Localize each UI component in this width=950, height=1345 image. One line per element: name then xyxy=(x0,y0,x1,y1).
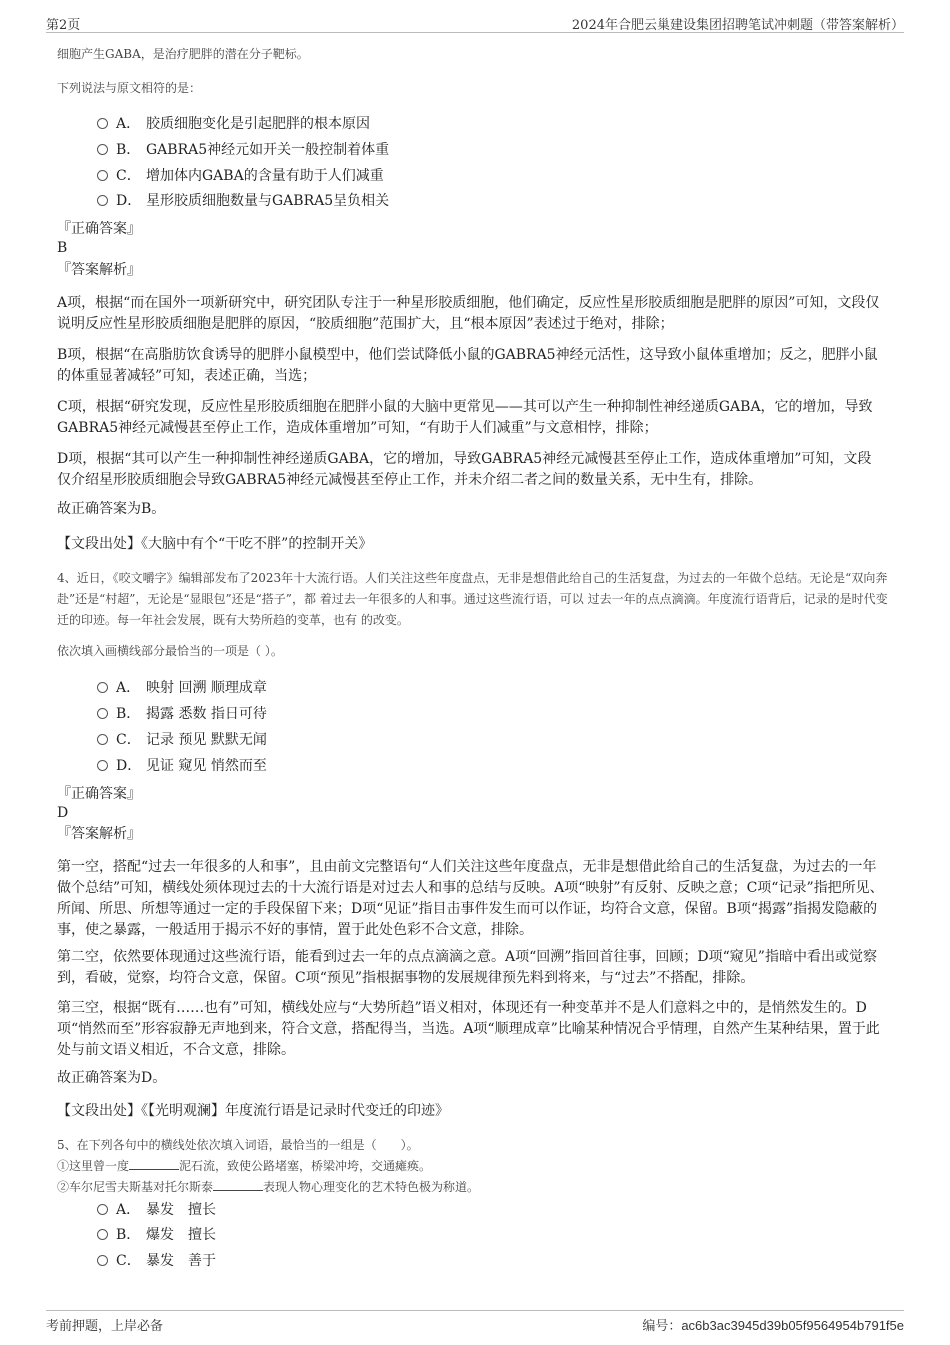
q3-analysis-d: D项，根据“其可以产生一种抑制性神经递质GABA，它的增加，导致GABRA5神经元减慢甚至停止工作，造成体重增加”可知，文段仅介绍星形胶质细胞会导致GABRA5神经元减慢甚至停止工作，并未介绍二者之间的数量关系，无中生有，排除。 xyxy=(57,451,872,488)
radio-icon[interactable] xyxy=(97,1229,108,1240)
radio-icon[interactable] xyxy=(97,1204,108,1215)
q3-option-d[interactable]: D． 星形胶质细胞数量与GABRA5呈负相关 xyxy=(97,191,389,211)
q3-analysis-a: A项，根据“而在国外一项新研究中，研究团队专注于一种星形胶质细胞，他们确定，反应性星形胶质细胞是肥胖的原因”可知，文段仅说明反应性星形胶质细胞是肥胖的原因，“胶质细胞”范围扩大，且“根本原因”表述过于绝对，排除； xyxy=(57,295,880,332)
q4-answer: D xyxy=(57,805,69,821)
page-footer xyxy=(46,1310,904,1333)
document-code: 编号：ac6b3ac3945d39b05f9564954b791f5e xyxy=(642,1318,904,1333)
radio-icon[interactable] xyxy=(97,170,108,181)
q4-answer-label: 『正确答案』 xyxy=(57,786,141,802)
page-header xyxy=(46,12,904,33)
radio-icon[interactable] xyxy=(97,760,108,771)
q3-option-b[interactable]: B． GABRA5神经元如开关一般控制着体重 xyxy=(97,140,389,160)
q3-answer: B xyxy=(57,240,68,256)
q3-answer-label: 『正确答案』 xyxy=(57,221,141,237)
radio-icon[interactable] xyxy=(97,682,108,693)
q5-stem: 5、在下列各句中的横线处依次填入词语，最恰当的一组是（ ）。 xyxy=(57,1138,419,1152)
q3-analysis-b: B项，根据“在高脂肪饮食诱导的肥胖小鼠模型中，他们尝试降低小鼠的GABRA5神经元活性，这导致小鼠体重增加；反之，肥胖小鼠的体重显著减轻”可知，表述正确，当选； xyxy=(57,347,878,384)
q5-sentence-2: ②车尔尼雪夫斯基对托尔斯泰 表现人物心理变化的艺术特色极为称道。 xyxy=(57,1180,480,1194)
q4-option-b[interactable]: B． 揭露 悉数 指日可待 xyxy=(97,704,267,724)
q3-source: 【文段出处】《大脑中有个“干吃不胖”的控制开关》 xyxy=(57,536,373,552)
q5-option-a[interactable]: A． 暴发 擅长 xyxy=(97,1200,216,1220)
q4-option-d[interactable]: D． 见证 窥见 悄然而至 xyxy=(97,756,267,776)
q4-prompt: 依次填入画横线部分最恰当的一项是（ ）。 xyxy=(57,644,283,658)
q3-option-c[interactable]: C． 增加体内GABA的含量有助于人们减重 xyxy=(97,166,384,186)
radio-icon[interactable] xyxy=(97,708,108,719)
q4-option-c[interactable]: C． 记录 预见 默默无闻 xyxy=(97,730,267,750)
q4-analysis-3: 第三空，根据“既有……也有”可知，横线处应与“大势所趋”语义相对，体现还有一种变革并不是人们意料之中的，是悄然发生的。D项“悄然而至”形容寂静无声地到来，符合文意，搭配得当，当选。A项“顺理成章”比喻某种情况合乎情理，自然产生某种结果，置于此处与前文语义相近，不合文意，排除。 xyxy=(57,1000,880,1058)
page-number: 第2页 xyxy=(46,18,81,33)
q4-analysis-label: 『答案解析』 xyxy=(57,826,141,842)
q4-analysis-1: 第一空，搭配“过去一年很多的人和事”，且由前文完整语句“人们关注这些年度盘点，无非是想借此给自己的生活复盘，为过去的一年做个总结”可知，横线处须体现过去的十大流行语是对过去人和事的总结与反映。A项“映射”有反射、反映之意；C项“记录”指把所见、所闻、所思、所想等通过一定的手段保留下来；D项“见证”指目击事件发生而可以作证，均符合文意，保留。B项“揭露”指揭发隐蔽的事，使之暴露，一般适用于揭示不好的事情，置于此处色彩不合文意，排除。 xyxy=(57,859,884,938)
q3-conclusion: 故正确答案为B。 xyxy=(57,501,166,517)
q3-analysis-c: C项，根据“研究发现，反应性星形胶质细胞在肥胖小鼠的大脑中更常见——其可以产生一种抑制性神经递质GABA，它的增加，导致GABRA5神经元减慢甚至停止工作，造成体重增加”可知，“有助于人们减重”与文意相悖，排除； xyxy=(57,399,873,436)
q3-option-a[interactable]: A． 胶质细胞变化是引起肥胖的根本原因 xyxy=(97,114,370,134)
radio-icon[interactable] xyxy=(97,734,108,745)
radio-icon[interactable] xyxy=(97,1255,108,1266)
q5-option-b[interactable]: B． 爆发 擅长 xyxy=(97,1225,216,1245)
blank-line xyxy=(213,1178,263,1191)
q4-analysis-2: 第二空，依然要体现通过这些流行语，能看到过去一年的点点滴滴之意。A项“回溯”指回首往事，回顾；D项“窥见”指暗中看出或觉察到，看破，觉察，均符合文意，保留。C项“预见”指根据事物的发展规律预先料到将来，与“过去”不搭配，排除。 xyxy=(57,949,877,986)
q4-option-a[interactable]: A． 映射 回溯 顺理成章 xyxy=(97,678,267,698)
passage-tail: 细胞产生GABA，是治疗肥胖的潜在分子靶标。 xyxy=(57,47,309,61)
radio-icon[interactable] xyxy=(97,118,108,129)
document-title: 2024年合肥云巢建设集团招聘笔试冲刺题（带答案解析） xyxy=(571,18,904,33)
blank-line xyxy=(129,1157,179,1170)
footer-slogan: 考前押题，上岸必备 xyxy=(46,1319,164,1334)
q3-prompt: 下列说法与原文相符的是： xyxy=(57,81,202,95)
q4-source: 【文段出处】《【光明观澜】年度流行语是记录时代变迁的印迹》 xyxy=(57,1103,449,1119)
q5-option-c[interactable]: C． 暴发 善于 xyxy=(97,1251,216,1271)
q4-conclusion: 故正确答案为D。 xyxy=(57,1070,167,1086)
q4-stem: 4、近日，《咬文嚼字》编辑部发布了2023年十大流行语。人们关注这些年度盘点，无非是想借此给自己的生活复盘，为过去的一年做个总结。无论是“双向奔赴”还是“村超”，无论是“显眼包”还是“搭子”，都 着过去一年很多的人和事。通过这些流行语，可以 过去一年的点点滴滴。年度流行语背后，记录的是时代变迁的印迹。每一年社会发展，既有大势所趋的变革，也有 的改变。 xyxy=(57,571,888,627)
q3-analysis-label: 『答案解析』 xyxy=(57,262,141,278)
q5-sentence-1: ①这里曾一度 泥石流，致使公路堵塞，桥梁冲垮，交通瘫痪。 xyxy=(57,1159,432,1173)
radio-icon[interactable] xyxy=(97,144,108,155)
radio-icon[interactable] xyxy=(97,195,108,206)
